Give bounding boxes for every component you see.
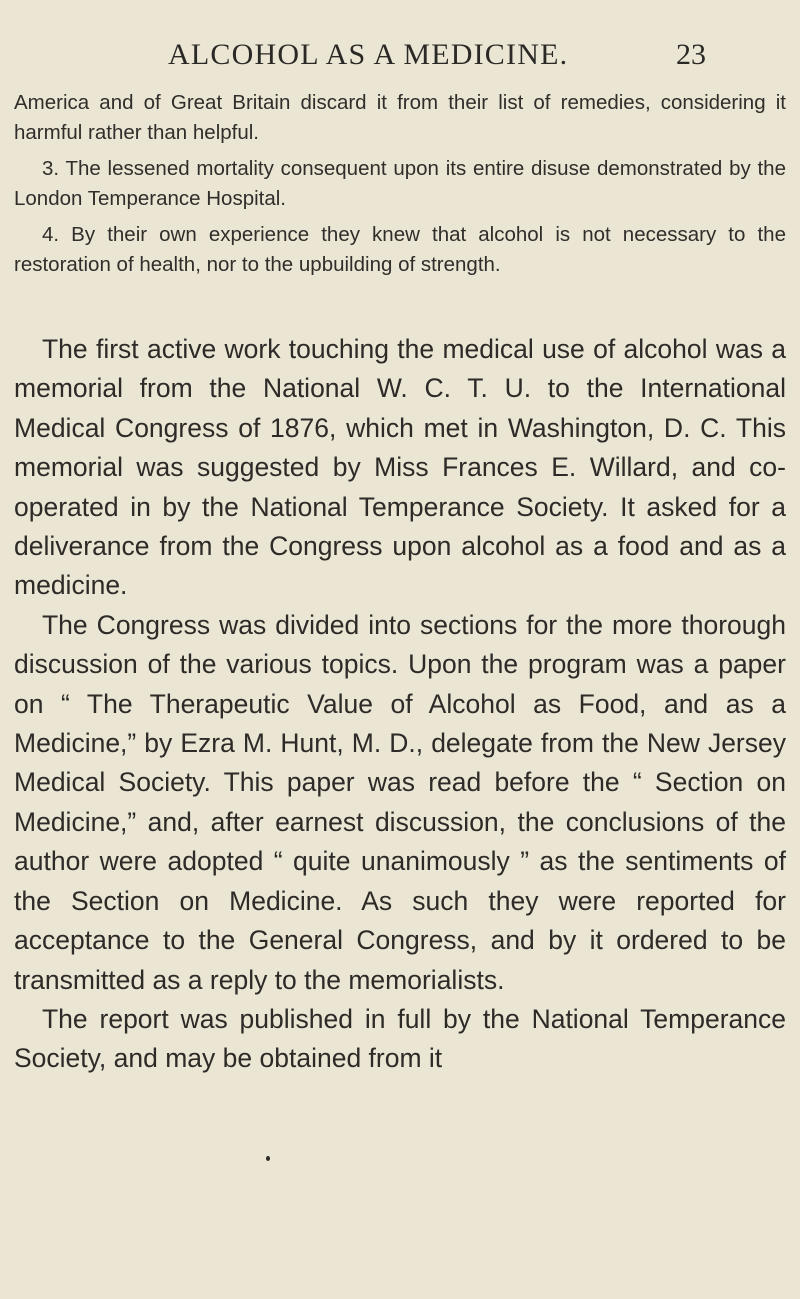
page-header	[0, 38, 800, 78]
running-title: ALCOHOL AS A MEDICINE.	[168, 38, 569, 71]
paragraph-item-4: 4. By their own experience they knew that alcohol is not necessary to the restoration of health, nor to the upbuilding of strength.	[14, 223, 786, 276]
page-number: 23	[676, 38, 706, 71]
ink-spot	[266, 1156, 270, 1161]
body-text-block	[14, 330, 786, 1079]
paragraph-continued: America and of Great Britain discard it from their list of remedies, considering it harmful rather than helpful.	[14, 91, 786, 144]
paragraph-report: The report was published in full by the National Temperance Society, and may be obtained from it	[14, 1003, 786, 1074]
paragraph-memorial: The first active work touching the medical use of alcohol was a memorial from the National W. C. T. U. to the International Medical Congress of 1876, which met in Washington, D. C. This memorial was suggested by Miss Frances E. Willard, and co-operated in by the National Temperance Society. It asked for a deliverance from the Congress upon alcohol as a food and as a medicine.	[14, 334, 786, 601]
paragraph-item-3: 3. The lessened mortality consequent upon its entire disuse demonstrated by the London Temperance Hospital.	[14, 157, 786, 210]
small-print-block	[14, 88, 786, 286]
paragraph-congress: The Congress was divided into sections for the more thorough discussion of the various topics. Upon the program was a paper on “ The Therapeutic Value of Alcohol as Food, and as a Medicine,” by Ezra M. Hunt, M. D., delegate from the New Jersey Medical Society. This paper was read before the “ Section on Medicine,” and, after earnest discussion, the conclusions of the author were adopted “ quite unanimously ” as the sentiments of the Section on Medicine. As such they were reported for acceptance to the General Congress, and by it ordered to be transmitted as a reply to the memorialists.	[14, 609, 786, 995]
